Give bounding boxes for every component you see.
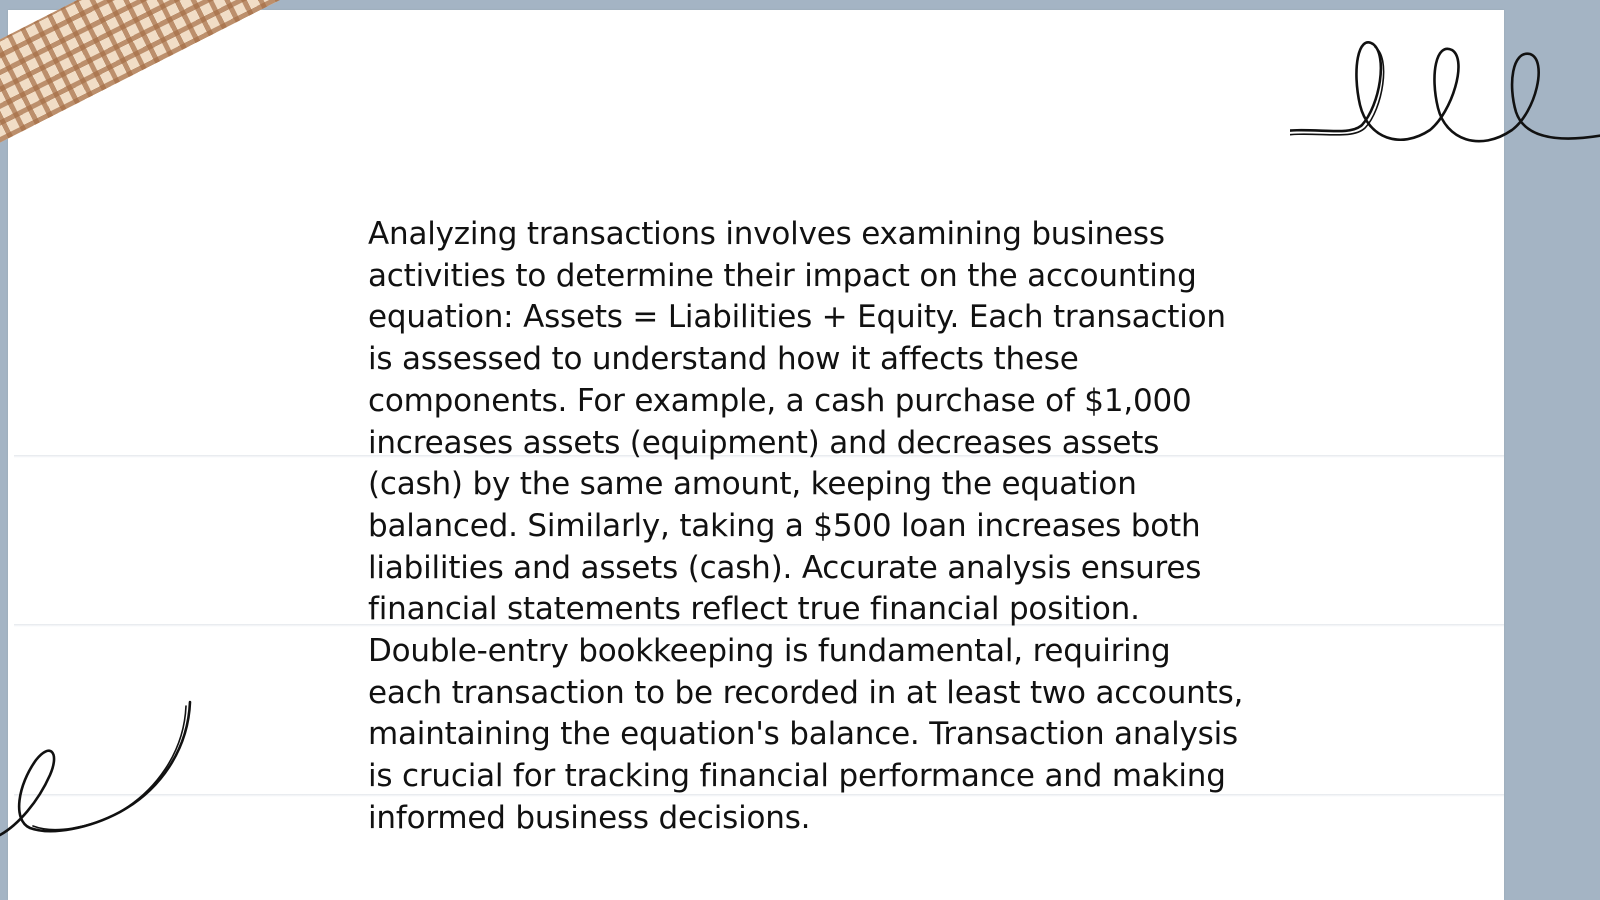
loop-swirl-doodle-icon (1290, 30, 1600, 170)
paper-sheet (8, 10, 1504, 900)
checkmark-swirl-doodle-icon (0, 690, 210, 860)
body-paragraph: Analyzing transactions involves examining business activities to determine their impact on the accounting equation: Assets = Liabilities + Equity. Each transaction is assessed to understand how it affects these components. For example, a cash purchase of $1,000 increases assets (equipment) and decreases assets (cash) by the same amount, keeping the equation balanced. Similarly, taking a $500 loan increases both liabilities and assets (cash). Accurate analysis ensures financial statements reflect true financial position. Double-entry bookkeeping is fundamental, requiring each transaction to be recorded in at least two accounts, maintaining the equation's balance. Transaction analysis is crucial for tracking financial performance and making informed business decisions. (368, 216, 1244, 836)
